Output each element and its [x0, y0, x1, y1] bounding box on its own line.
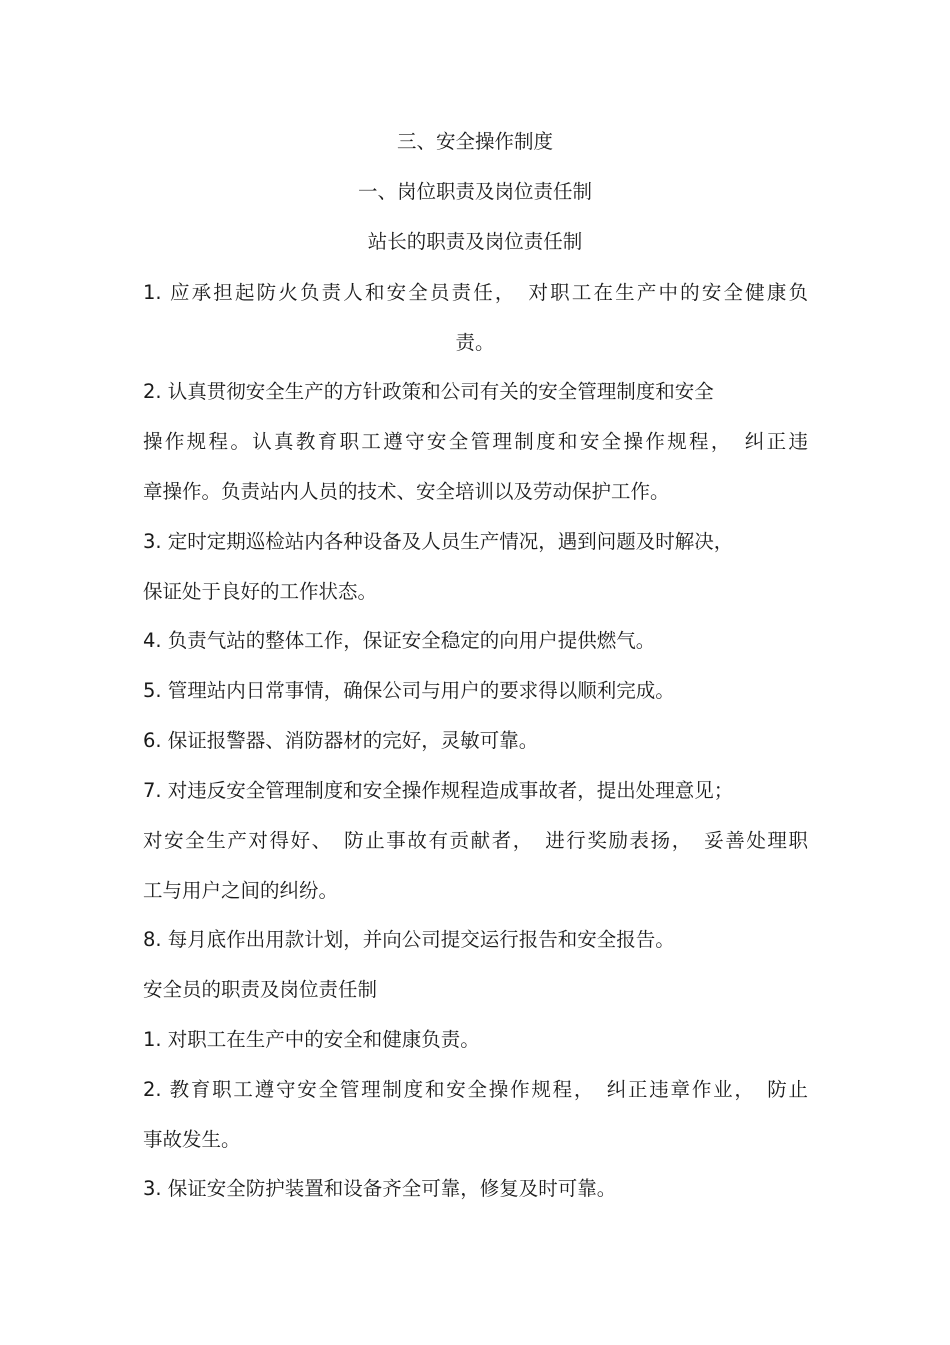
- safety-officer-item-1: 1. 对职工在生产中的安全和健康负责。: [143, 1028, 480, 1051]
- station-master-item-4: 4. 负责气站的整体工作，保证安全稳定的向用户提供燃气。: [143, 629, 656, 652]
- station-master-item-2-line-3: 章操作。负责站内人员的技术、安全培训以及劳动保护工作。: [143, 480, 670, 503]
- station-master-item-6: 6. 保证报警器、消防器材的完好，灵敏可靠。: [143, 729, 539, 752]
- station-master-item-3-line-2: 保证处于良好的工作状态。: [143, 580, 378, 603]
- document-subheading: 一、岗位职责及岗位责任制: [357, 180, 592, 203]
- station-master-item-1-line-2: 责。: [455, 331, 495, 354]
- safety-officer-item-2-line-1: 2. 教育职工遵守安全管理制度和安全操作规程， 纠正违章作业， 防止: [143, 1078, 808, 1101]
- station-master-item-3-line-1: 3. 定时定期巡检站内各种设备及人员生产情况，遇到问题及时解决，: [143, 530, 734, 553]
- station-master-item-7-line-3: 工与用户之间的纠纷。: [143, 879, 339, 902]
- station-master-item-7-line-2: 对安全生产对得好、 防止事故有贡献者， 进行奖励表扬， 妥善处理职: [143, 829, 808, 852]
- safety-officer-item-2-line-2: 事故发生。: [143, 1128, 241, 1151]
- section-title-station-master: 站长的职责及岗位责任制: [367, 230, 583, 253]
- section-title-safety-officer: 安全员的职责及岗位责任制: [143, 978, 378, 1001]
- station-master-item-2-line-2: 操作规程。认真教育职工遵守安全管理制度和安全操作规程， 纠正违: [143, 430, 808, 453]
- document-heading: 三、安全操作制度: [396, 130, 553, 153]
- safety-officer-item-3: 3. 保证安全防护装置和设备齐全可靠，修复及时可靠。: [143, 1177, 617, 1200]
- station-master-item-2-line-1: 2. 认真贯彻安全生产的方针政策和公司有关的安全管理制度和安全: [143, 380, 714, 403]
- station-master-item-1-line-1: 1. 应承担起防火负责人和安全员责任， 对职工在生产中的安全健康负: [143, 281, 808, 304]
- station-master-item-7-line-1: 7. 对违反安全管理制度和安全操作规程造成事故者，提出处理意见；: [143, 779, 734, 802]
- station-master-item-5: 5. 管理站内日常事情，确保公司与用户的要求得以顺利完成。: [143, 679, 675, 702]
- station-master-item-8: 8. 每月底作出用款计划，并向公司提交运行报告和安全报告。: [143, 928, 675, 951]
